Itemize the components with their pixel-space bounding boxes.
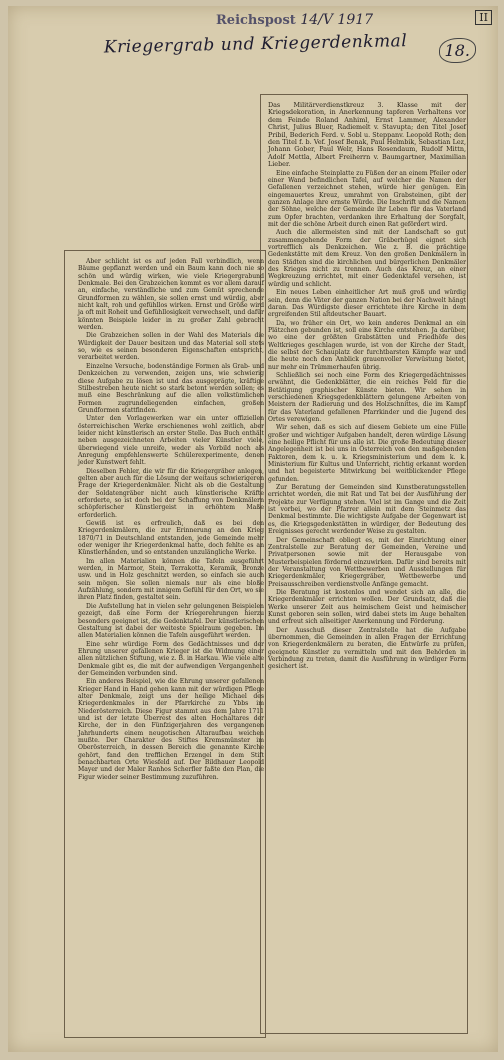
- right-paragraph-7: Zur Beratung der Gemeinden sind Kunstberatungsstellen errichtet worden, die mit Rat und Tat bei der Ausführung der Projekte zur Verfügung stehen. Viel ist im Gange und die Zeit ist vorbei, wo der Pfarrer allein mit dem Steinmetz das Denkmal bestimmte. Die wichtigste Aufgabe der Gegenwart ist es, die Kriegsgedenkstätten in würdiger, der Bedeutung des Ereignisses gerecht werdender Weise zu gestalten.: [268, 484, 466, 536]
- handwritten-title: Kriegergrab und Kriegerdenkmal: [103, 31, 408, 58]
- left-paragraph-6: Gewiß ist es erfreulich, daß es bei den Kriegerdenkmälern, die zur Erinnerung an den Krieg 1870/71 in Deutschland entstanden, jede Gemeinde mehr oder weniger ihr Kriegerdenkmal hatte, doch fehlte es an Künstlerhänden, und so entstanden unzulängliche Werke.: [78, 520, 264, 557]
- right-paragraph-5: Schließlich sei noch eine Form des Kriegergedächtnisses erwähnt, die Gedenkblätter, die ein reiches Feld für die Betätigung graphischer Künste bieten. Wir sehen in verschiedenen Kriegsgedenkblättern gelungene Arbeiten von Meistern der Radierung und des Holzschnittes, die im Kampf für das Vaterland gefallenen Pfarrkinder und die Jugend des Ortes verewigen.: [268, 371, 466, 423]
- left-paragraph-4: Unter den Vorlagewerken war ein unter offiziellen österreichischen Werke erschienenes wohl zeitlich, aber leider nicht künstlerisch an erster Stelle. Das Buch enthält neben ausgezeichneten Arbeiten vieler Künstler viele, überwiegend viele unreife, weder als Vorbild noch als Anregung empfehlenswerte Schülerexperimente, denen jeder Kunstwert fehlt.: [78, 415, 264, 467]
- right-paragraph-1: Eine einfache Steinplatte zu Füßen der an einem Pfeiler oder einer Wand befindlichen Tafel, auf welcher die Namen der Gefallenen verzeichnet stehen, würde hier genügen. Ein eingemauertes Kreuz, umrahmt von Grabsteinen, gibt der ganzen Anlage ihre ernste Würde. Die Inschrift und die Namen der Söhne, welche der Gemeinde ihr Leben für das Vaterland zum Opfer brachten, verdanken ihre Erhaltung der Sorgfalt, mit der die schöne Arbeit durch einen Rat gefördert wird.: [268, 169, 466, 229]
- page-number: II: [475, 10, 492, 25]
- right-paragraph-4: Da, wo früher ein Ort, wo kein anderes Denkmal an ein Plätzchen gebunden ist, soll eine Kirche entstehen. Ja darüber, wo eine der größten Grabstätten und Friedhöfe des Weltkrieges geschlagen wurde, ist von der Kirche der Stadt, die selbst der Schauplatz der furchtbarsten Kämpfe war und die heute noch den Anblick grauenvoller Verwüstung bietet, nur mehr ein Trümmerhaufen übrig.: [268, 319, 466, 371]
- left-paragraph-7: Im allen Materialien können die Tafeln ausgeführt werden, in Marmor, Stein, Terrakotta, Keramik, Bronze usw. und in Holz geschnitzt werden, so einfach sie auch sein mögen. Sie sollen niemals nur als eine bloße Aufzählung, sondern mit innigem Gefühl für den Ort, wo sie ihren Platz finden, gestaltet sein.: [78, 557, 264, 602]
- left-paragraph-2: Die Grabzeichen sollen in der Wahl des Materials die Würdigkeit der Dauer besitzen und das Material soll stets so, wie es seinen besonderen Eigenschaften entspricht, verarbeitet werden.: [78, 332, 264, 362]
- left-article-column: [72, 254, 270, 1040]
- left-paragraph-10: Ein anderes Beispiel, wie die Ehrung unserer gefallenen Krieger Hand in Hand gehen kann mit der würdigen Pflege alter Denkmale, zeigt uns der heilige Michael des Kriegerdenkmales in der Pfarrkirche zu Ybbs im Niederösterreich. Diese Figur stammt aus dem Jahre 1711 und ist der letzte Überrest des alten Hochaltares der Kirche, der in den Fünfzigerjahren des vergangenen Jahrhunderts einem neugotischen Altaraufbau weichen mußte. Der Charakter des Stiftes Kremsmünster im Oberösterreich, in dessen Bereich die genannte Kirche gehört, fand den trefflichen Erzengel in dem Stift benachbarten Orte Wiesfeld auf. Der Bildhauer Leopold Mayer und der Maler Ranhos Scherfler faßte den Plan, die Figur wieder seiner Bestimmung zuzuführen.: [78, 678, 264, 781]
- right-paragraph-9: Die Beratung ist kostenlos und wendet sich an alle, die Kriegerdenkmäler errichten wollen. Der Grundsatz, daß die Werke unserer Zeit aus heimischem Geist und heimischer Kunst geboren sein sollen, wird dabei stets im Auge behalten und erfreut sich allseitiger Anerkennung und Förderung.: [268, 588, 466, 626]
- right-paragraph-3: Ein neues Leben einheitlicher Art muß groß und würdig sein, denn die Väter der ganzen Nation bei der Nachwelt hängt daran. Das Würdigste dieser errichtete ihre Kirche in dem ergreifenden Stil altdeutscher Bauart.: [268, 289, 466, 319]
- left-paragraph-9: Eine sehr würdige Form des Gedächtnisses und der Ehrung unserer gefallenen Krieger ist die Widmung einer allen nützlichen Stiftung, wie z. B. in Harkau. Wie viele alte Denkmale gibt es, die mit der aufwendigen Vergangenheit der Gemeinden verbunden sind.: [78, 640, 264, 677]
- decoration-notice: Das Militärverdienstkreuz 3. Klasse mit der Kriegsdekoration, in Anerkennung tapferen Verhaltens vor dem Feinde Roland Anhiml, Ernst Lammer, Alexander Christ, Julius Bluer, Radiemelt v. Stavupta; den Titel Josef Pribil, Bederich Ferd. v. Sobl u. Steppanv. Leopold Roth; den den Titel f. b. Vef. Josef Benak, Paul Helmbik, Sebastian Lez, Johann Gober, Paul Welr, Hans Rosendaum, Rudolf Mittn, Adolf Mettla, Albert Freiherrn v. Baumgartner, Maximilian Lieber.: [268, 101, 466, 169]
- right-paragraph-2: Auch die allermeisten sind mit der Landschaft so gut zusammengehende Form der Gräberhügel eignet sich vortrefflich als Denkzeichen. Wie z. B. die prächtige Gedenkstätte mit dem Kreuz. Von den großen Denkmälern in den Städten sind die kirchlichen und bürgerlichen Denkmäler des Krieges nicht zu trennen. Auch das Kreuz, an einer Wegkreuzung errichtet, mit einer Gedenktafel versehen, ist würdig und schlicht.: [268, 229, 466, 288]
- handwritten-number: 18.: [439, 38, 476, 63]
- left-paragraph-3: Einzelne Versuche, bodenständige Formen als Grab- und Denkzeichen zu verwenden, zeigen uns, wie schwierig diese Aufgabe zu lösen ist und das ausgeprägte, kräftige Stilbestreben heute nicht so stark betont werden sollen; es muß eine Beschränkung auf die allen volkstümlichen Formen zugrundeliegenden einfachen, großen Grundformen stattfinden.: [78, 362, 264, 414]
- right-article-column: [262, 98, 472, 1036]
- right-paragraph-10: Der Ausschuß dieser Zentralstelle hat die Aufgabe übernommen, die Gemeinden in allen Fragen der Errichtung von Kriegerdenkmälern zu beraten, die Entwürfe zu prüfen, geeignete Künstler zu vermitteln und mit den Behörden in Verbindung zu treten, damit die Ausführung in würdiger Form gesichert ist.: [268, 626, 466, 671]
- left-paragraph-5: Dieselben Fehler, die wir für die Kriegergräber anlegen, gelten aber auch für die Lösung der weitaus schwierigeren Frage der Kriegerdenkmäler. Nicht als ob die Gestaltung der Soldatengräber nicht auch künstlerische Kräfte erforderte, so ist doch bei der Schaffung von Denkmälern schöpferischer Künstlergeist in erhöhtem Maße erforderlich.: [78, 467, 264, 519]
- right-paragraph-6: Wir sehen, daß es sich auf diesem Gebiete um eine Fülle großer und wichtiger Aufgaben handelt, deren würdige Lösung eine heilige Pflicht für uns alle ist. Die große Bedeutung dieser Angelegenheit ist bei uns in Österreich von den maßgebenden Faktoren, dem k. u. k. Kriegsministerium und dem k. k. Ministerium für Kultus und Unterricht, richtig erkannt worden und hat begeisterte Mitwirkung bei weitblickender Pflege gefunden.: [268, 424, 466, 483]
- newspaper-masthead: [216, 12, 396, 30]
- left-paragraph-8: Die Aufstellung hat in vielen sehr gelungenen Beispielen gezeigt, daß eine Form der Kriegerehrungen hierzu besonders geeignet ist, die Gedenktafel. Der künstlerischen Gestaltung ist dabei der weiteste Spielraum gegeben. Im allen Materialien können die Tafeln ausgeführt werden.: [78, 602, 264, 640]
- left-paragraph-1: Aber schlicht ist es auf jeden Fall verbindlich, wenn Bäume gepflanzt werden und ein Baum kann doch nie so schön und würdig wirken, wie viele Kriegergrabund Denkmale. Bei den Grabzeichen kommt es vor allem darauf an, einfache, verständliche und zum Gemüt sprechende Grundformen zu wählen, sie sollen ernst und würdig, aber nicht kalt, roh und gefühllos wirken. Ernst und Größe wird ja oft mit Roheit und Gefühllosigkeit verwechselt, und dafür könnten Beispiele leider in zu großer Zahl gebracht werden.: [78, 258, 264, 332]
- handwritten-date: 14/V 1917: [300, 12, 374, 28]
- scrapbook-page: [8, 6, 498, 1052]
- right-paragraph-8: Der Gemeinschaft obliegt es, mit der Einrichtung einer Zentralstelle zur Beratung der Gemeinden, Vereine und Privatpersonen sowie mit der Herausgabe von Musterbeispielen fördernd einzuwirken. Dafür sind bereits mit der Veranstaltung von Wettbewerben und Ausstellungen für Kriegerdenkmäler, Kriegergräber, Wettbewerbe und Preisausschreiben verdienstvolle Anfänge gemacht.: [268, 536, 466, 588]
- newspaper-name: Reichspost: [216, 13, 296, 28]
